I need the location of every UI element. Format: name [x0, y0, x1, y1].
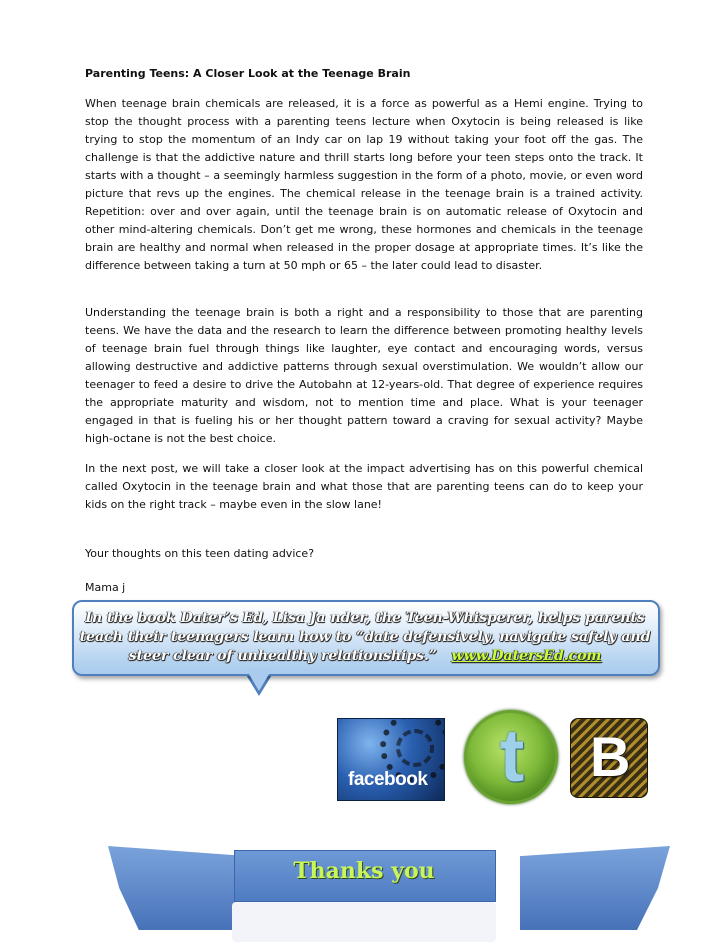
paragraph-1: When teenage brain chemicals are released, it is a force as powerful as a Hemi engine. Trying to stop the thought process with a parenting teens lecture when Oxytocin is being released is like trying to stop the momentum of an Indy car on lap 19 without taking your foot off the gas. The challenge is that the addictive nature and thrill starts long before your teen steps onto the track. It starts with a thought – a seemingly harmless suggestion in the form of a photo, movie, or even word picture that revs up the engines. The chemical release in the teenage brain is a trained activity. Repetition: over and over again, until the teenage brain is on automatic release of Oxytocin and other mind-altering chemicals. Don’t get me wrong, these hormones and chemicals in the teenage brain are healthy and normal when released in the proper dosage at appropriate times. It’s like the difference between taking a turn at 50 mph or 65 – the later could lead to disaster.: [85, 97, 643, 272]
thanks-banner-text: Thanks you: [293, 858, 435, 884]
facebook-label: facebook: [348, 769, 428, 790]
daters-ed-link[interactable]: www.DatersEd.com: [451, 648, 602, 664]
facebook-swirl-decoration-small: [396, 729, 434, 767]
paragraph-2: Understanding the teenage brain is both a right and a responsibility to those that are parenting teens. We have the data and the research to learn the difference between promoting healthy levels of teenage brain fuel through things like laughter, eye contact and encouraging words, versus allowing destructive and addictive patterns through sexual overstimulation. We wouldn’t allow our teenager to feed a desire to drive the Autobahn at 12-years-old. That degree of experience requires the appropriate maturity and wisdom, not to mention time and place. What is your teenager engaged in that is fueling his or her thought pattern toward a craving for sexual activity? Maybe high-octane is not the best choice.: [85, 306, 643, 445]
facebook-icon[interactable]: [337, 718, 445, 801]
callout-tail-fill: [246, 669, 272, 691]
banner-inner-panel: [232, 902, 496, 942]
callout-body: In the book Dater’s Ed, Lisa Ja nder, the Teen-Whisperer, helps parents teach their teenagers learn how to “date defensively, navigate safely and steer clear of unhealthy relationships.”: [79, 610, 651, 664]
closing-question: Your thoughts on this teen dating advice?: [85, 547, 315, 560]
callout-text: [78, 609, 652, 666]
banner-left-wing: [108, 846, 248, 930]
blogger-glyph: B: [590, 725, 631, 788]
signature: Mama j: [85, 581, 126, 594]
twitter-glyph: t: [499, 714, 525, 797]
article-title: Parenting Teens: A Closer Look at the Teenage Brain: [85, 67, 411, 80]
banner-right-wing: [520, 846, 670, 930]
paragraph-3: In the next post, we will take a closer look at the impact advertising has on this powerful chemical called Oxytocin in the teenage brain and what those that are parenting teens can do to keep your kids on the right track – maybe even in the slow lane!: [85, 462, 643, 511]
